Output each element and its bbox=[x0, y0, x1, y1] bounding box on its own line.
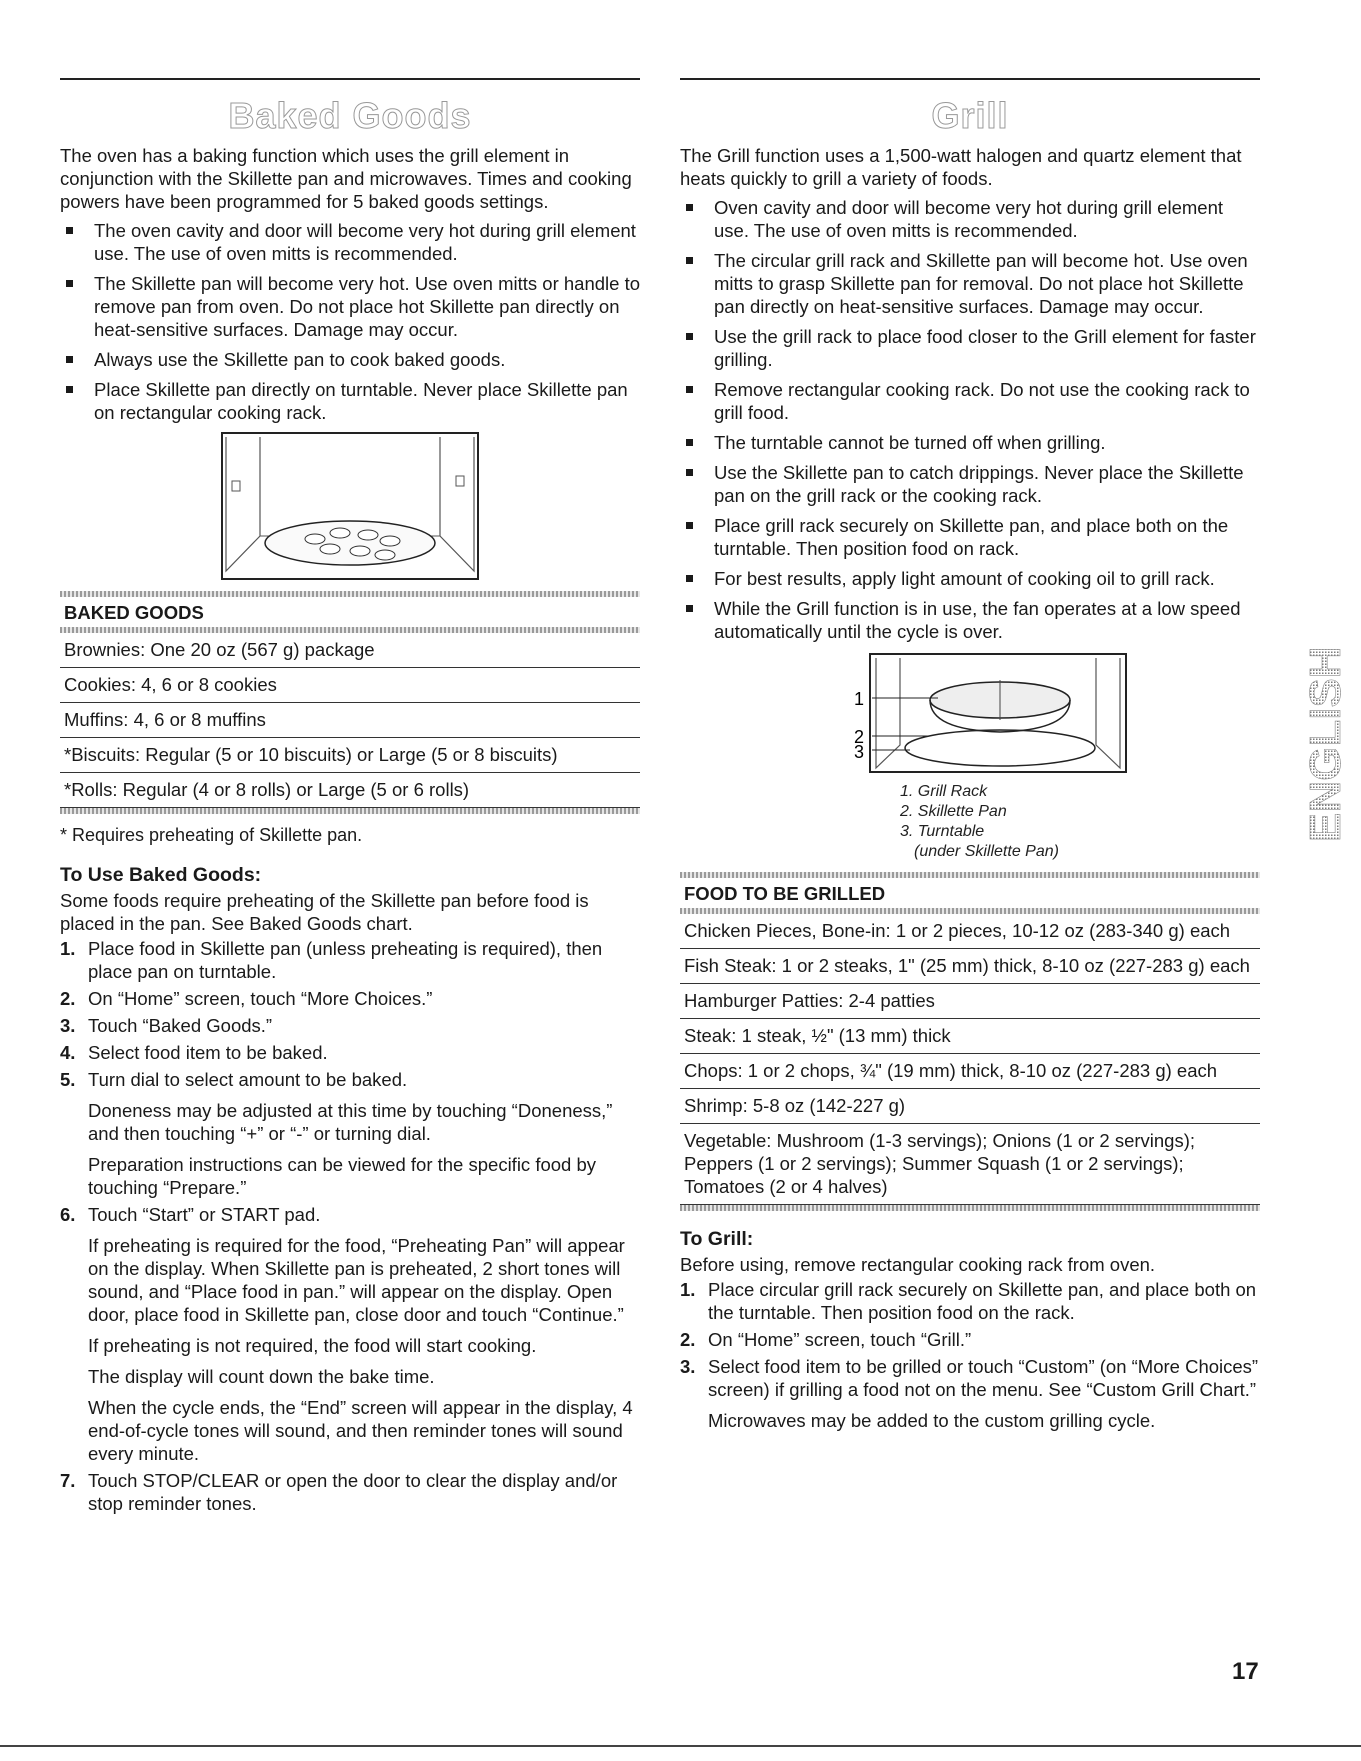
step-note: The display will count down the bake time. bbox=[88, 1366, 435, 1387]
step-item bbox=[60, 1068, 640, 1199]
step-text: Place circular grill rack securely on Skillette pan, and place both on the turntable. Then position food on the rack. bbox=[708, 1279, 1257, 1323]
language-side-tab bbox=[1300, 636, 1352, 848]
step-number: 2. bbox=[680, 1329, 696, 1350]
baked-goods-chart bbox=[60, 591, 640, 814]
step-item bbox=[680, 1278, 1260, 1324]
step-item bbox=[60, 1203, 640, 1465]
step-number: 7. bbox=[60, 1470, 76, 1491]
chart-band bbox=[60, 808, 640, 814]
step-text: Select food item to be grilled or touch “Custom” (on “More Choices” screen) if grilling a food not on the menu. See “Custom Grill Chart.” bbox=[708, 1356, 1259, 1400]
chart-row: Shrimp: 5-8 oz (142-227 g) bbox=[680, 1089, 1260, 1124]
step-item bbox=[60, 937, 640, 983]
chart-row: Chops: 1 or 2 chops, ¾" (19 mm) thick, 8-10 oz (227-283 g) each bbox=[680, 1054, 1260, 1089]
bullet-item: Place Skillette pan directly on turntable. Never place Skillette pan on rectangular cooking rack. bbox=[60, 378, 640, 424]
chart-row: Steak: 1 steak, ½" (13 mm) thick bbox=[680, 1019, 1260, 1054]
bullet-item: Always use the Skillette pan to cook baked goods. bbox=[60, 348, 640, 371]
howto-intro: Some foods require preheating of the Skillette pan before food is placed in the pan. See Baked Goods chart. bbox=[60, 890, 589, 934]
section-intro: The oven has a baking function which uses the grill element in conjunction with the Skillette pan and microwaves. Times and cooking powers have been programmed for 5 baked goods settings. bbox=[60, 145, 632, 212]
bullet-item: Place grill rack securely on Skillette pan, and place both on the turntable. Then position food on rack. bbox=[680, 514, 1260, 560]
section-title: Grill bbox=[931, 95, 1009, 136]
chart-row: Muffins: 4, 6 or 8 muffins bbox=[60, 703, 640, 738]
chart-row: *Rolls: Regular (4 or 8 rolls) or Large (5 or 6 rolls) bbox=[60, 773, 640, 808]
section-title: Baked Goods bbox=[228, 95, 472, 136]
bullet-item: The turntable cannot be turned off when grilling. bbox=[680, 431, 1260, 454]
step-text: Touch “Start” or START pad. bbox=[88, 1204, 321, 1225]
chart-row: Brownies: One 20 oz (567 g) package bbox=[60, 633, 640, 668]
chart-header: FOOD TO BE GRILLED bbox=[684, 883, 886, 904]
step-text: Turn dial to select amount to be baked. bbox=[88, 1069, 408, 1090]
legend-item: 3. Turntable bbox=[900, 823, 985, 840]
step-number: 6. bbox=[60, 1204, 76, 1225]
bullet-item: Use the grill rack to place food closer to the Grill element for faster grilling. bbox=[680, 325, 1260, 371]
chart-row: Chicken Pieces, Bone-in: 1 or 2 pieces, 10-12 oz (283-340 g) each bbox=[680, 914, 1260, 949]
chart-header: BAKED GOODS bbox=[64, 602, 204, 623]
step-text: Touch STOP/CLEAR or open the door to clear the display and/or stop reminder tones. bbox=[88, 1470, 618, 1514]
step-text: Place food in Skillette pan (unless preheating is required), then place pan on turntable. bbox=[88, 938, 603, 982]
callout-label: 1 bbox=[854, 689, 865, 709]
step-text: Select food item to be baked. bbox=[88, 1042, 328, 1063]
callout-label: 3 bbox=[854, 742, 865, 762]
step-text: Touch “Baked Goods.” bbox=[88, 1015, 273, 1036]
step-number: 1. bbox=[60, 938, 76, 959]
callout-label: 2 bbox=[854, 727, 865, 747]
step-note: Preparation instructions can be viewed for the specific food by touching “Prepare.” bbox=[88, 1154, 597, 1198]
step-text: On “Home” screen, touch “Grill.” bbox=[708, 1329, 972, 1350]
grill-section bbox=[680, 78, 1260, 1436]
step-number: 5. bbox=[60, 1069, 76, 1090]
step-item bbox=[60, 1014, 640, 1037]
chart-row: *Biscuits: Regular (5 or 10 biscuits) or Large (5 or 8 biscuits) bbox=[60, 738, 640, 773]
step-item bbox=[680, 1328, 1260, 1351]
chart-row: Fish Steak: 1 or 2 steaks, 1" (25 mm) thick, 8-10 oz (227-283 g) each bbox=[680, 949, 1260, 984]
oven-skillette-illustration bbox=[220, 431, 480, 581]
illustration-legend bbox=[900, 782, 1260, 862]
chart-footnote: * Requires preheating of Skillette pan. bbox=[60, 825, 363, 845]
step-item bbox=[60, 1041, 640, 1064]
step-number: 4. bbox=[60, 1042, 76, 1063]
bullet-item: For best results, apply light amount of cooking oil to grill rack. bbox=[680, 567, 1260, 590]
step-note: When the cycle ends, the “End” screen will appear in the display, 4 end-of-cycle tones will sound, and then reminder tones will sound every minute. bbox=[88, 1397, 633, 1464]
howto-heading: To Use Baked Goods: bbox=[60, 864, 262, 886]
bullet-item: Oven cavity and door will become very hot during grill element use. The use of oven mitts is recommended. bbox=[680, 196, 1260, 242]
legend-item: (under Skillette Pan) bbox=[914, 843, 1059, 860]
step-number: 2. bbox=[60, 988, 76, 1009]
step-note: If preheating is required for the food, “Preheating Pan” will appear on the display. When Skillette pan is preheated, 2 short tones will sound, and “Place food in pan.” will appear on the display. Open door, place food in Skillette pan, close door and touch “Continue.” bbox=[88, 1235, 625, 1325]
legend-item: 1. Grill Rack bbox=[900, 783, 988, 800]
step-list bbox=[60, 937, 640, 1515]
step-list bbox=[680, 1278, 1260, 1432]
howto-heading: To Grill: bbox=[680, 1228, 754, 1250]
step-item bbox=[680, 1355, 1260, 1432]
chart-band bbox=[680, 1205, 1260, 1211]
baked-goods-section bbox=[60, 78, 640, 1519]
bullet-list bbox=[60, 219, 640, 424]
chart-row: Hamburger Patties: 2-4 patties bbox=[680, 984, 1260, 1019]
step-note: Microwaves may be added to the custom grilling cycle. bbox=[708, 1410, 1156, 1431]
bottom-rule bbox=[0, 1745, 1361, 1747]
step-text: On “Home” screen, touch “More Choices.” bbox=[88, 988, 433, 1009]
step-note: Doneness may be adjusted at this time by touching “Doneness,” and then touching “+” or “-” or turning dial. bbox=[88, 1100, 613, 1144]
bullet-item: The oven cavity and door will become very hot during grill element use. The use of oven mitts is recommended. bbox=[60, 219, 640, 265]
chart-row: Vegetable: Mushroom (1-3 servings); Onions (1 or 2 servings); Peppers (1 or 2 servings); Summer Squash (1 or 2 servings); Tomatoes (2 or 4 halves) bbox=[680, 1124, 1260, 1205]
bullet-item: The circular grill rack and Skillette pan will become hot. Use oven mitts to grasp Skillette pan for removal. Do not place hot Skillette pan directly on heat-sensitive surfaces. Damage may occur. bbox=[680, 249, 1260, 318]
step-number: 1. bbox=[680, 1279, 696, 1300]
grill-rack-illustration bbox=[810, 650, 1130, 780]
howto-intro: Before using, remove rectangular cooking rack from oven. bbox=[680, 1254, 1156, 1275]
step-number: 3. bbox=[60, 1015, 76, 1036]
bullet-item: Remove rectangular cooking rack. Do not use the cooking rack to grill food. bbox=[680, 378, 1260, 424]
side-tab-label: ENGLISH bbox=[1301, 646, 1350, 842]
chart-row: Cookies: 4, 6 or 8 cookies bbox=[60, 668, 640, 703]
step-item bbox=[60, 987, 640, 1010]
bullet-item: The Skillette pan will become very hot. Use oven mitts or handle to remove pan from oven. Do not place hot Skillette pan directly on heat-sensitive surfaces. Damage may occur. bbox=[60, 272, 640, 341]
food-to-be-grilled-chart bbox=[680, 872, 1260, 1211]
step-note: If preheating is not required, the food will start cooking. bbox=[88, 1335, 537, 1356]
legend-item: 2. Skillette Pan bbox=[900, 803, 1007, 820]
bullet-list bbox=[680, 196, 1260, 643]
bullet-item: While the Grill function is in use, the fan operates at a low speed automatically until the cycle is over. bbox=[680, 597, 1260, 643]
page-number: 17 bbox=[1232, 1658, 1259, 1685]
step-item bbox=[60, 1469, 640, 1515]
section-top-rule bbox=[60, 78, 640, 80]
section-top-rule bbox=[680, 78, 1260, 80]
step-number: 3. bbox=[680, 1356, 696, 1377]
bullet-item: Use the Skillette pan to catch drippings. Never place the Skillette pan on the grill rack or the cooking rack. bbox=[680, 461, 1260, 507]
section-intro: The Grill function uses a 1,500-watt halogen and quartz element that heats quickly to grill a variety of foods. bbox=[680, 145, 1242, 189]
